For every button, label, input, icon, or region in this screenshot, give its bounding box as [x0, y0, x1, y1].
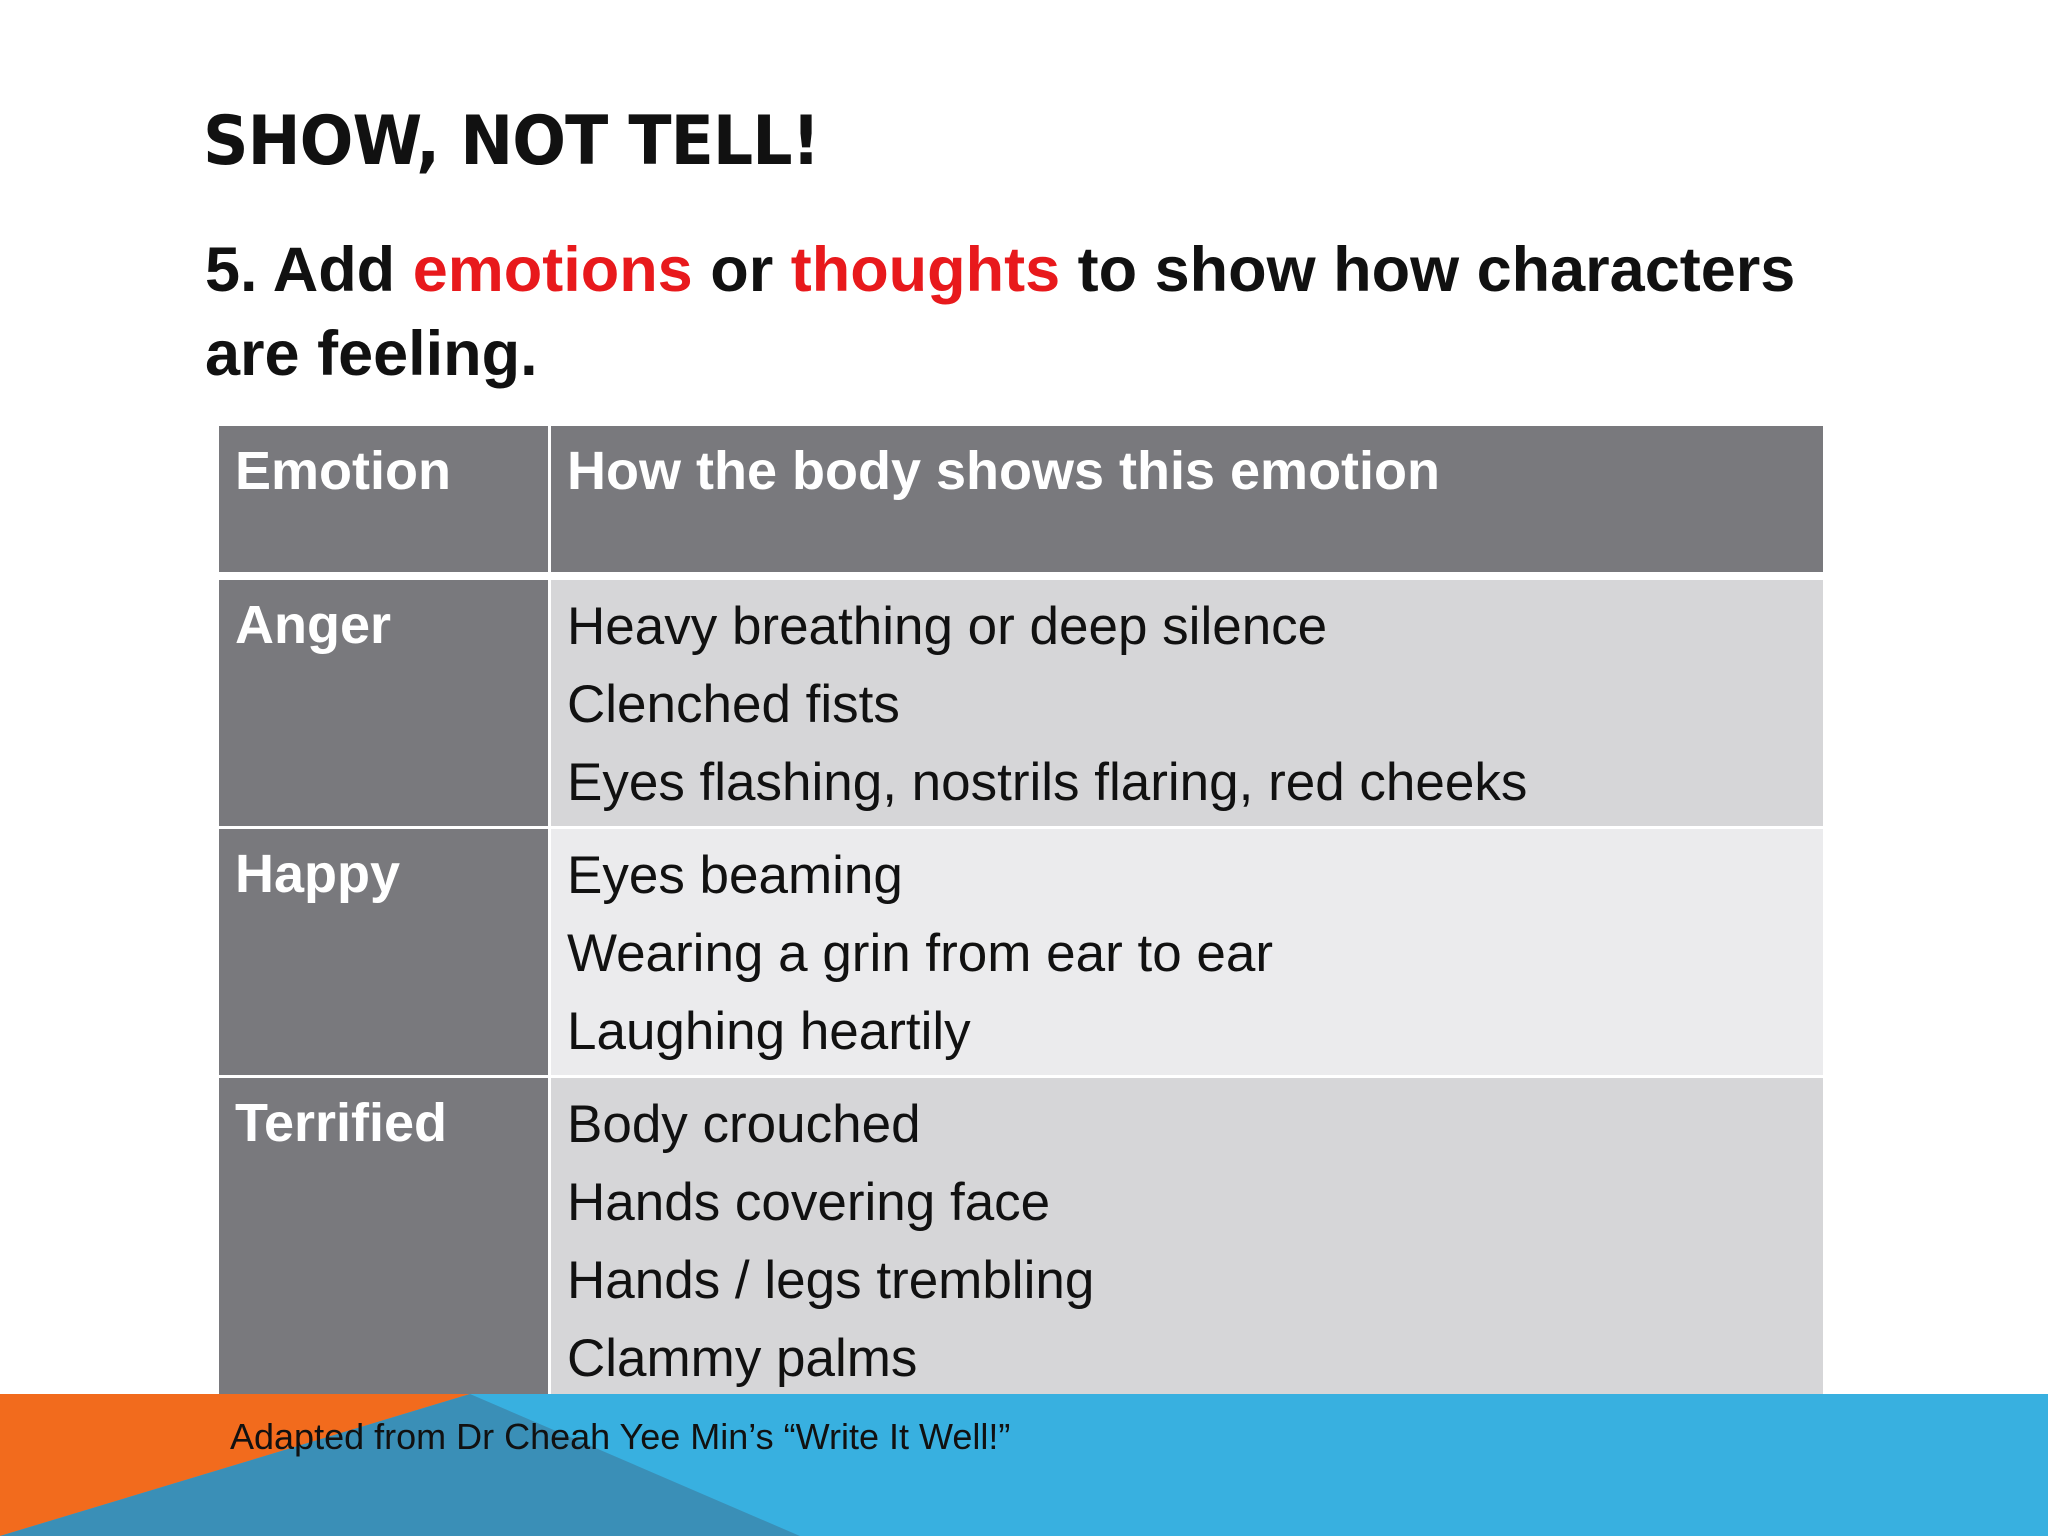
emotion-cell: Anger	[219, 580, 551, 829]
subtitle-suffix: to show how characters are feeling.	[205, 235, 1796, 389]
table-row	[219, 829, 1823, 1078]
description-line: Heavy breathing or deep silence	[567, 597, 1328, 656]
description-line: Eyes flashing, nostrils flaring, red cheeks	[567, 753, 1528, 812]
description-line: Clenched fists	[567, 675, 900, 734]
slide-subtitle	[205, 228, 1855, 396]
description-line: Wearing a grin from ear to ear	[567, 924, 1274, 983]
subtitle-highlight-thoughts: thoughts	[790, 235, 1061, 305]
description-line: Body crouched	[567, 1095, 921, 1154]
description-cell	[551, 829, 1823, 1078]
header-emotion: Emotion	[219, 426, 551, 580]
citation-text: Adapted from Dr Cheah Yee Min’s “Write It Well!”	[230, 1416, 1011, 1457]
header-body-description: How the body shows this emotion	[551, 426, 1823, 580]
subtitle-middle: or	[692, 235, 791, 305]
slide-title: SHOW, NOT TELL!	[203, 102, 820, 181]
table-row	[219, 1078, 1823, 1402]
subtitle-highlight-emotions: emotions	[412, 235, 693, 305]
description-cell	[551, 580, 1823, 829]
subtitle-prefix: 5. Add	[205, 235, 413, 305]
emotion-cell: Terrified	[219, 1078, 551, 1402]
emotion-cell: Happy	[219, 829, 551, 1078]
description-line: Laughing heartily	[567, 1002, 971, 1061]
description-cell	[551, 1078, 1823, 1402]
description-line: Hands / legs trembling	[567, 1251, 1095, 1310]
table-row	[219, 580, 1823, 829]
description-line: Hands covering face	[567, 1173, 1051, 1232]
emotion-table	[219, 426, 1823, 1402]
description-line: Clammy palms	[567, 1329, 918, 1388]
description-line: Eyes beaming	[567, 846, 903, 905]
table-header-row	[219, 426, 1823, 580]
